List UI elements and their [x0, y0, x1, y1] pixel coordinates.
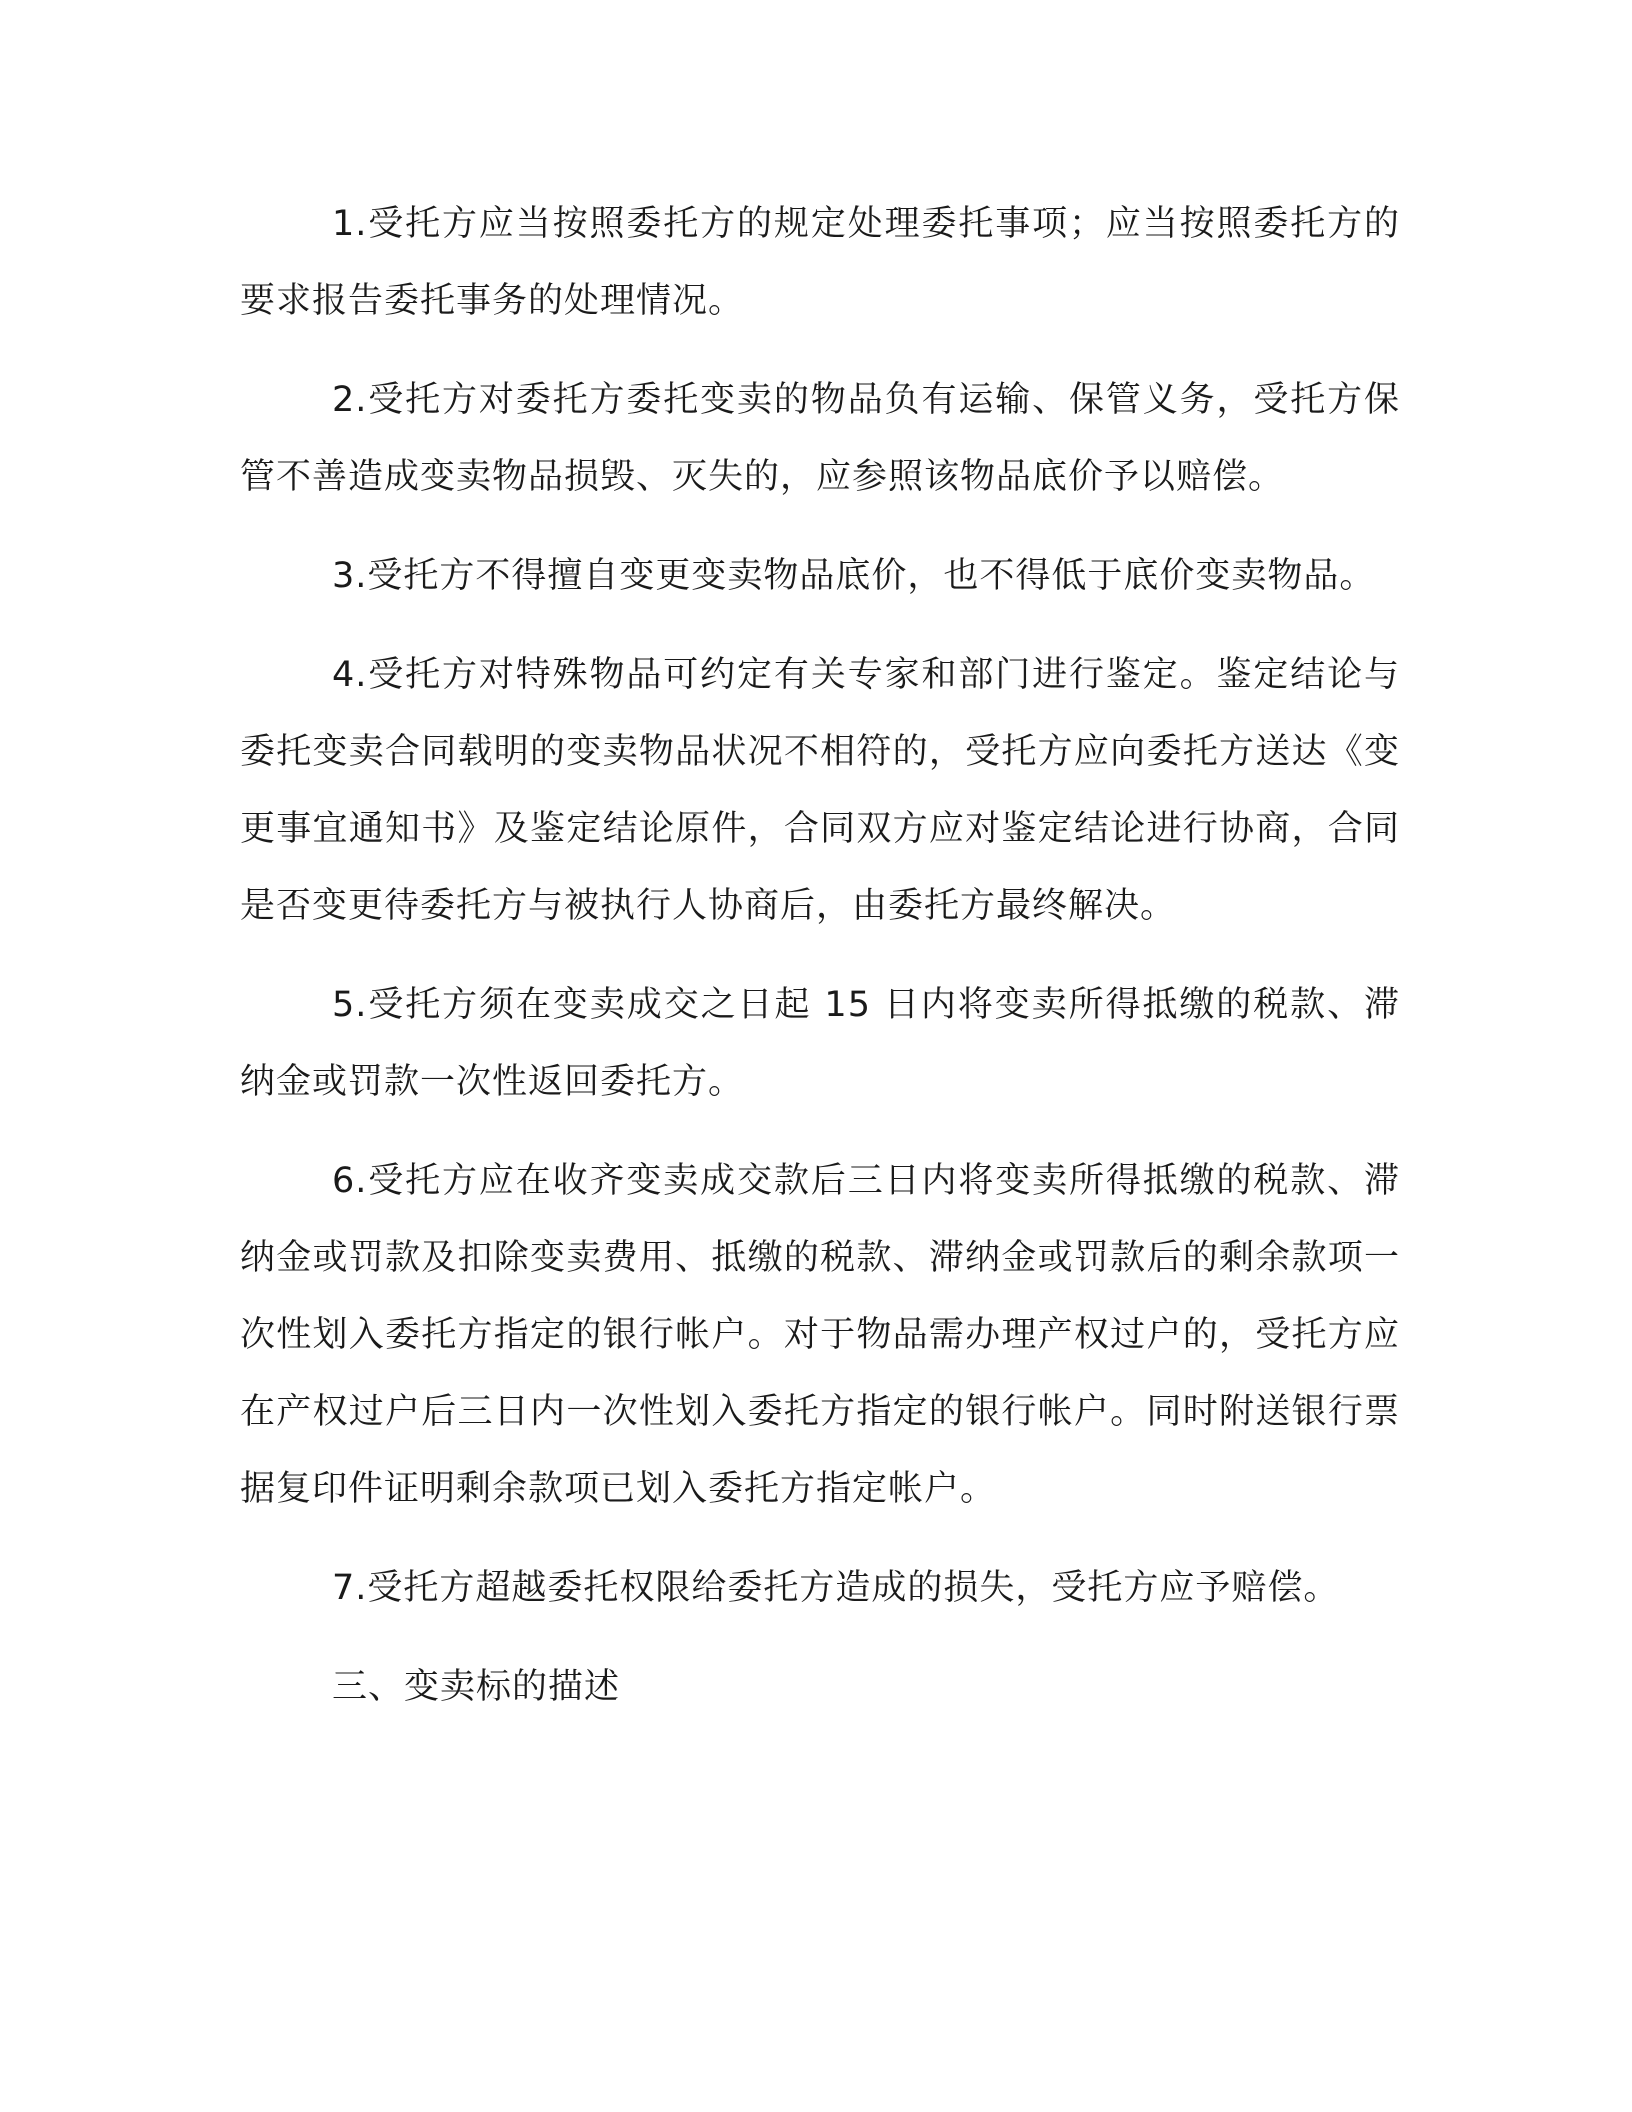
document-body: [240, 186, 1400, 1726]
clause-2: 2.受托方对委托方委托变卖的物品负有运输、保管义务，受托方保管不善造成变卖物品损毁、灭失的，应参照该物品底价予以赔偿。: [240, 380, 1400, 497]
section-heading: 三、变卖标的描述: [332, 1667, 621, 1707]
clause-3: 3.受托方不得擅自变更变卖物品底价，也不得低于底价变卖物品。: [332, 556, 1376, 596]
clause-5: 5.受托方须在变卖成交之日起 15 日内将变卖所得抵缴的税款、滞纳金或罚款一次性返回委托方。: [240, 985, 1400, 1102]
clause-1: 1.受托方应当按照委托方的规定处理委托事项；应当按照委托方的要求报告委托事务的处理情况。: [240, 204, 1400, 321]
clause-6: 6.受托方应在收齐变卖成交款后三日内将变卖所得抵缴的税款、滞纳金或罚款及扣除变卖费用、抵缴的税款、滞纳金或罚款后的剩余款项一次性划入委托方指定的银行帐户。对于物品需办理产权过户的，受托方应在产权过户后三日内一次性划入委托方指定的银行帐户。同时附送银行票据复印件证明剩余款项已划入委托方指定帐户。: [240, 1161, 1400, 1509]
clause-4: 4.受托方对特殊物品可约定有关专家和部门进行鉴定。鉴定结论与委托变卖合同载明的变卖物品状况不相符的，受托方应向委托方送达《变更事宜通知书》及鉴定结论原件，合同双方应对鉴定结论进行协商，合同是否变更待委托方与被执行人协商后，由委托方最终解决。: [240, 655, 1400, 926]
clause-7: 7.受托方超越委托权限给委托方造成的损失，受托方应予赔偿。: [332, 1568, 1340, 1608]
